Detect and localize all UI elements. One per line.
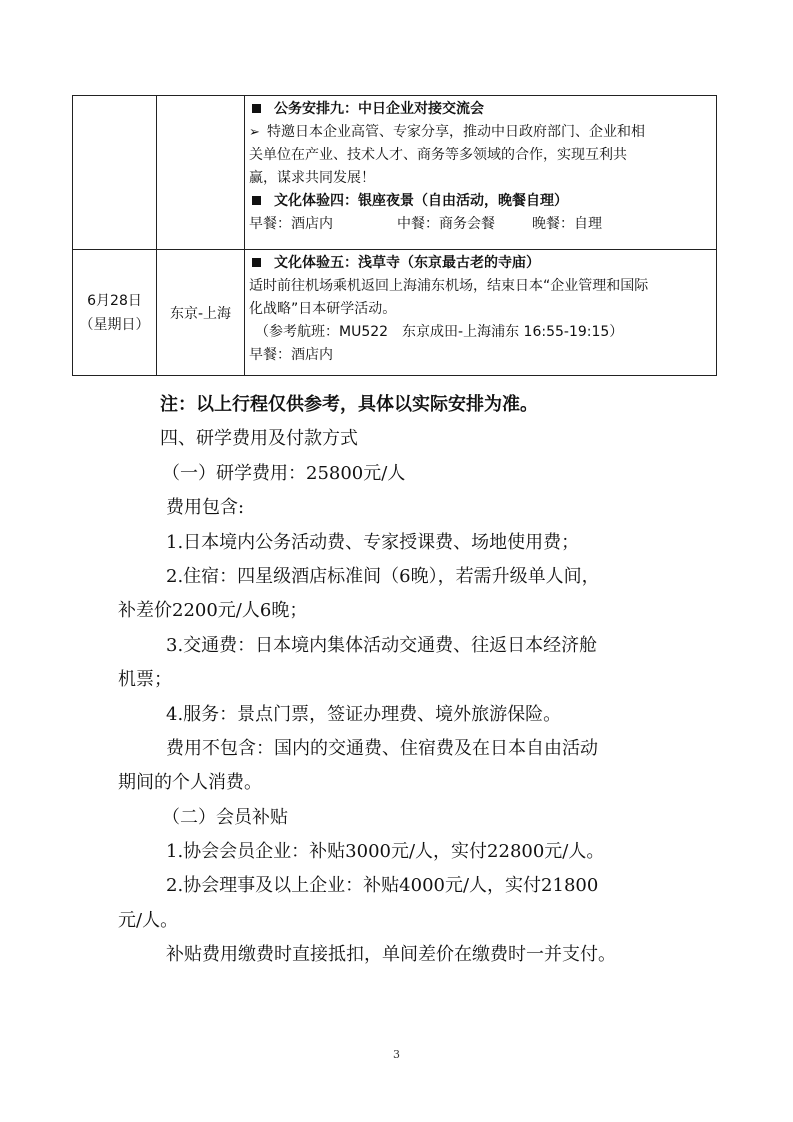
square-bullet-icon bbox=[252, 196, 261, 205]
schedule-line: 赢，谋求共同发展！ bbox=[249, 170, 375, 186]
date-cell bbox=[73, 250, 157, 376]
schedule-line: 文化体验五：浅草寺（东京最古老的寺庙） bbox=[274, 255, 540, 271]
flight-line: （参考航班：MU522 东京成田-上海浦东 16:55-19:15） bbox=[255, 324, 624, 340]
city-text: 东京-上海 bbox=[169, 305, 232, 322]
dinner-text: 晚餐：自理 bbox=[532, 216, 602, 232]
date-cell bbox=[73, 96, 157, 250]
paragraph: 补贴费用缴费时直接抵扣，单间差价在缴费时一并支付。 bbox=[166, 944, 616, 966]
page-number: 3 bbox=[393, 1048, 400, 1061]
schedule-line: 文化体验四：银座夜景（自由活动，晚餐自理） bbox=[274, 193, 568, 209]
lunch-text: 中餐：商务会餐 bbox=[397, 216, 495, 232]
square-bullet-icon bbox=[252, 258, 261, 267]
weekday-text: （星期日） bbox=[79, 316, 150, 333]
schedule-cell bbox=[245, 250, 717, 376]
paragraph: 费用包含: bbox=[166, 497, 245, 519]
table-row bbox=[73, 96, 717, 250]
list-item: 2.协会理事及以上企业：补贴4000元/人，实付21800 bbox=[166, 875, 599, 897]
section-heading: 四、研学费用及付款方式 bbox=[160, 428, 358, 450]
meals-line bbox=[249, 213, 712, 236]
schedule-line: 公务安排九：中日企业对接交流会 bbox=[274, 101, 484, 117]
date-text: 6月28日 bbox=[87, 292, 142, 309]
list-item: 1.协会会员企业：补贴3000元/人，实付22800元/人。 bbox=[166, 841, 605, 863]
paragraph: 费用不包含：国内的交通费、住宿费及在日本自由活动 bbox=[166, 737, 598, 759]
subsection-heading: （一）研学费用：25800元/人 bbox=[162, 462, 406, 484]
document-body bbox=[118, 388, 708, 973]
list-item: 3.交通费：日本境内集体活动交通费、往返日本经济舱 bbox=[166, 634, 598, 656]
city-cell bbox=[157, 250, 245, 376]
schedule-line: 化战略”日本研学活动。 bbox=[249, 301, 397, 317]
itinerary-table bbox=[72, 95, 717, 376]
schedule-line: 适时前往机场乘机返回上海浦东机场，结束日本“企业管理和国际 bbox=[249, 278, 649, 294]
list-item-continued: 元/人。 bbox=[118, 909, 179, 931]
list-item: 4.服务：景点门票，签证办理费、境外旅游保险。 bbox=[166, 703, 562, 725]
list-item: 2.住宿：四星级酒店标准间（6晚），若需升级单人间， bbox=[166, 565, 600, 587]
arrow-bullet-icon: ➢ bbox=[249, 125, 260, 140]
city-cell bbox=[157, 96, 245, 250]
note-text: 注：以上行程仅供参考，具体以实际安排为准。 bbox=[160, 394, 538, 415]
table-row bbox=[73, 250, 717, 376]
schedule-line: 特邀日本企业高管、专家分享，推动中日政府部门、企业和相 bbox=[267, 124, 645, 140]
schedule-line: 关单位在产业、技术人才、商务等多领域的合作，实现互利共 bbox=[249, 147, 627, 163]
list-item: 1.日本境内公务活动费、专家授课费、场地使用费； bbox=[166, 531, 580, 553]
subsection-heading: （二）会员补贴 bbox=[162, 806, 288, 828]
list-item-continued: 补差价2200元/人6晚； bbox=[118, 600, 308, 622]
meals-line: 早餐：酒店内 bbox=[249, 347, 333, 363]
list-item-continued: 机票； bbox=[118, 669, 172, 691]
square-bullet-icon bbox=[252, 104, 261, 113]
breakfast-text: 早餐：酒店内 bbox=[249, 216, 333, 232]
schedule-cell bbox=[245, 96, 717, 250]
paragraph-continued: 期间的个人消费。 bbox=[118, 772, 262, 794]
